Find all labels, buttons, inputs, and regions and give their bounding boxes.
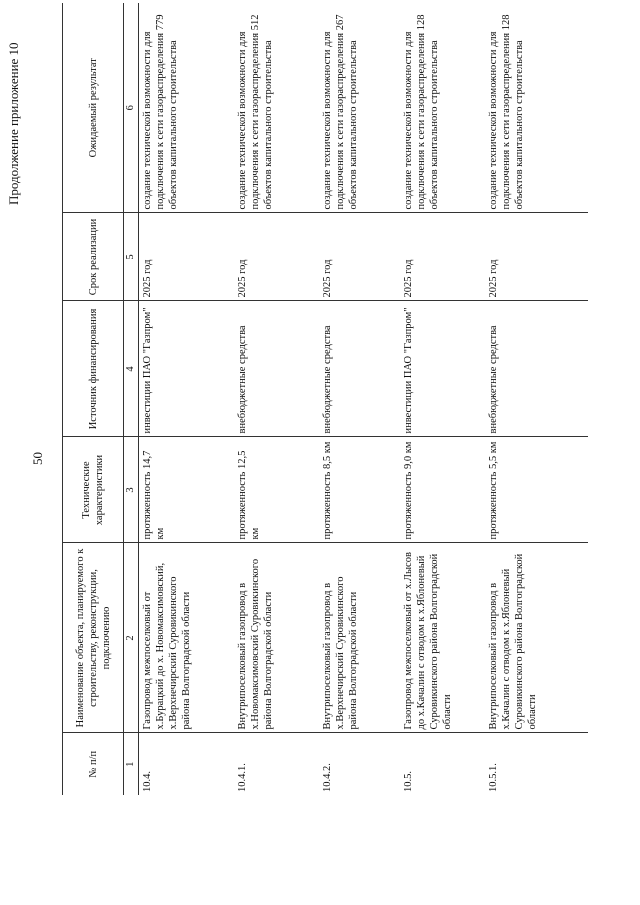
column-number: 3 <box>124 437 139 543</box>
page-number: 50 <box>30 452 45 465</box>
row-result: создание технической возможности для подключения к сети газораспределения 128 объектов капитального строительства <box>485 3 588 213</box>
row-object-name: Газопровод межпоселковый от х.Бурацкий до х. Новомаксимовский, х.Верхнечирский Суровикинского района Волгоградской области <box>139 543 235 733</box>
row-tech: протяженность 8,5 км <box>319 437 400 543</box>
row-object-name: Внутрипоселковый газопровод в х.Новомаксимовский Суровикинского района Волгоградской области <box>234 543 319 733</box>
row-object-name: Внутрипоселковый газопровод в х.Качалин с отводом к х.Яблоневый Суровикинского района Волгоградской области <box>485 543 588 733</box>
header-term: Срок реализации <box>63 213 124 301</box>
continuation-caption: Продолжение приложение 10 <box>6 42 21 205</box>
column-number: 6 <box>124 3 139 213</box>
header-row <box>63 3 124 795</box>
row-finance: внебюджетные средства <box>485 301 588 437</box>
row-number: 10.5. <box>403 771 414 792</box>
row-result: создание технической возможности для подключения к сети газораспределения 267 объектов капитального строительства <box>319 3 400 213</box>
row-finance: внебюджетные средства <box>319 301 400 437</box>
row-number: 10.5.1. <box>488 763 499 792</box>
column-number: 1 <box>124 733 139 795</box>
row-finance: инвестиции ПАО "Газпром" <box>139 301 235 437</box>
row-term: 2025 год <box>139 213 235 301</box>
table-row <box>400 3 485 795</box>
row-object-name: Внутрипоселковый газопровод в х.Верхнечирский Суровикинского района Волгоградской области <box>319 543 400 733</box>
header-result: Ожидаемый результат <box>63 3 124 213</box>
row-result: создание технической возможности для подключения к сети газораспределения 128 объектов капитального строительства <box>400 3 485 213</box>
row-term: 2025 год <box>400 213 485 301</box>
row-result: создание технической возможности для подключения к сети газораспределения 512 объектов капитального строительства <box>234 3 319 213</box>
row-number: 10.4.2. <box>322 763 333 792</box>
row-object-name: Газопровод межпоселковый от х.Лысов до х.Качалин с отводом к х.Яблоневый Суровикинского района Волгоградской области <box>400 543 485 733</box>
header-object-name: Наименование объекта, планируемого к строительству, реконструкции, подключению <box>63 543 124 733</box>
column-number: 2 <box>124 543 139 733</box>
row-tech: протяженность 14,7 км <box>139 437 235 543</box>
gas-pipeline-table <box>62 3 588 795</box>
row-result: создание технической возможности для подключения к сети газораспределения 779 объектов капитального строительства <box>139 3 235 213</box>
header-finance: Источник финансирования <box>63 301 124 437</box>
table-row <box>234 3 319 795</box>
row-number: 10.4.1. <box>237 763 248 792</box>
header-tech: Технические характеристики <box>63 437 124 543</box>
table-row <box>319 3 400 795</box>
table-row <box>139 3 235 795</box>
row-term: 2025 год <box>319 213 400 301</box>
row-number: 10.4. <box>142 771 153 792</box>
column-number: 4 <box>124 301 139 437</box>
header-number: № п/п <box>63 733 124 795</box>
row-term: 2025 год <box>485 213 588 301</box>
column-number-row <box>124 3 139 795</box>
row-term: 2025 год <box>234 213 319 301</box>
row-tech: протяженность 5,5 км <box>485 437 588 543</box>
row-finance: внебюджетные средства <box>234 301 319 437</box>
row-finance: инвестиции ПАО "Газпром" <box>400 301 485 437</box>
row-tech: протяженность 12,5 км <box>234 437 319 543</box>
column-number: 5 <box>124 213 139 301</box>
row-tech: протяженность 9,0 км <box>400 437 485 543</box>
table-row <box>485 3 588 795</box>
